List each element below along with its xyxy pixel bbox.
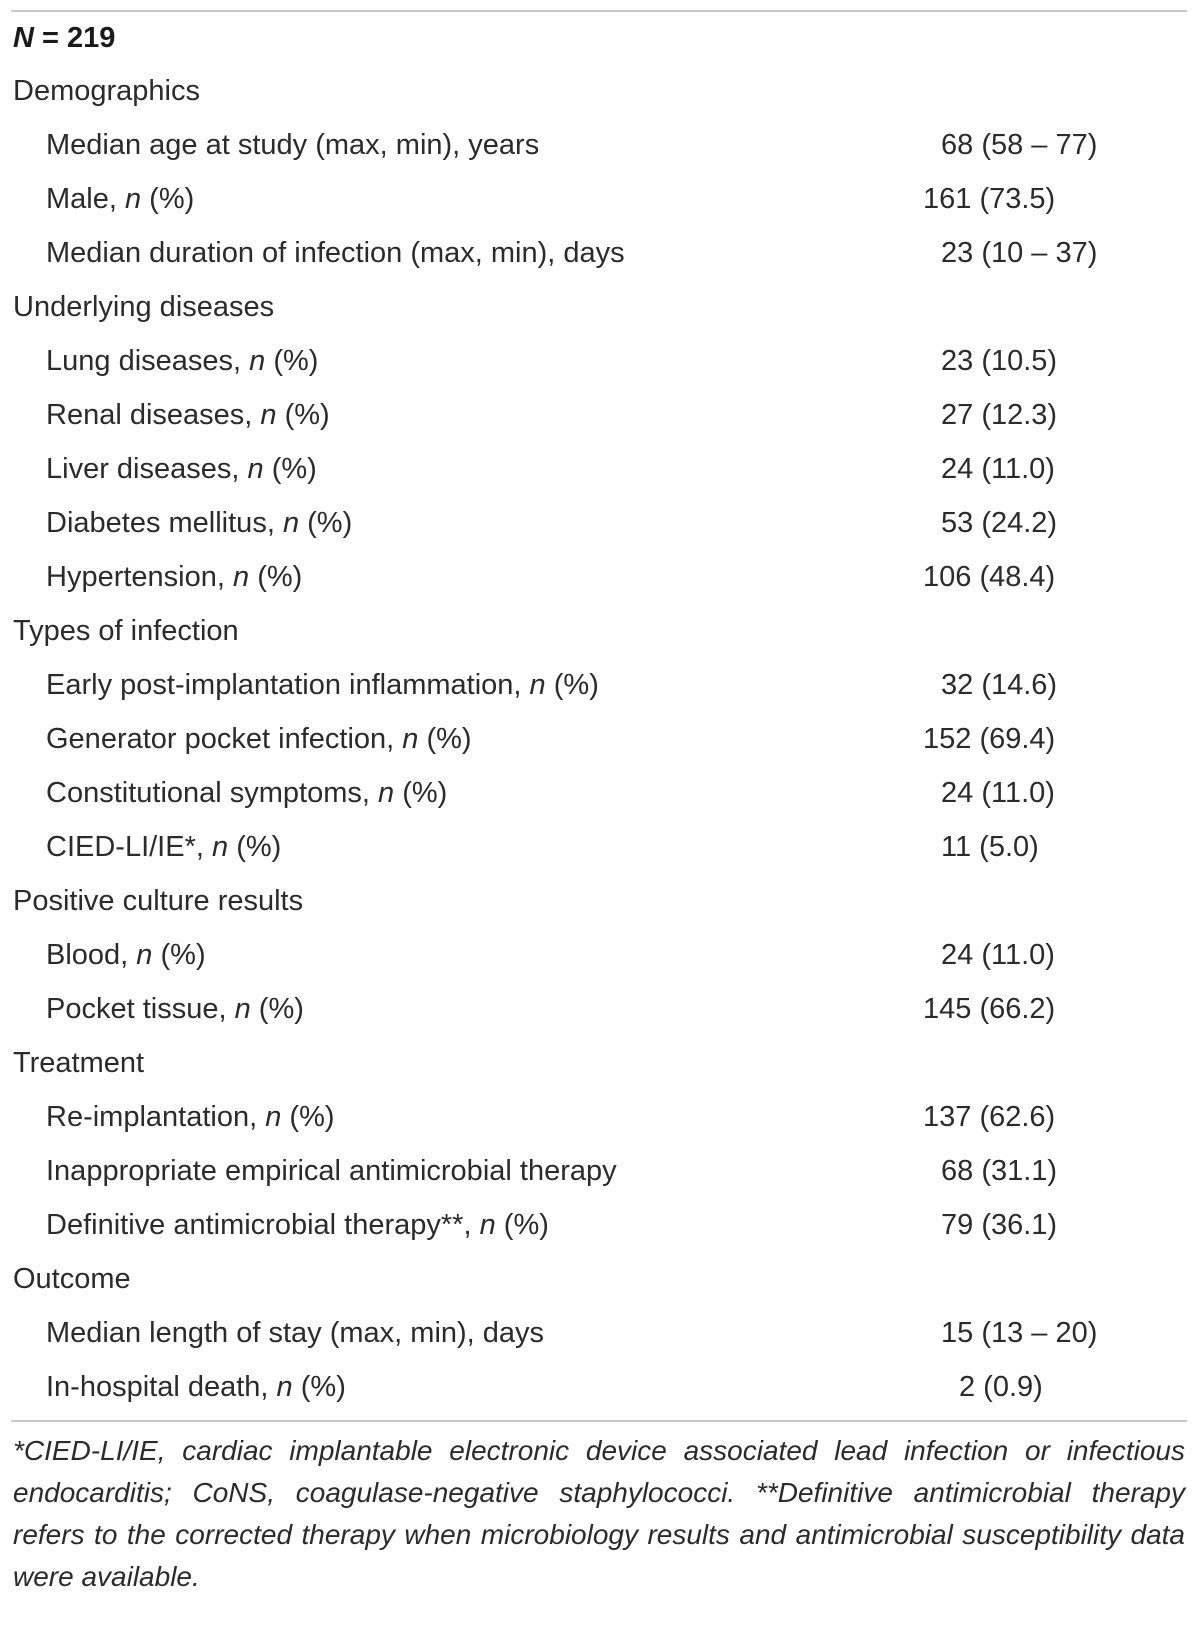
- section-heading: Demographics: [13, 75, 200, 107]
- characteristics-table: [11, 10, 1187, 1598]
- section-heading: Positive culture results: [13, 885, 304, 917]
- table-row: [11, 982, 1187, 1036]
- row-value: 23 (10.5): [941, 345, 1058, 377]
- table-footnote: [11, 1422, 1187, 1598]
- row-label: Definitive antimicrobial therapy**, n (%): [46, 1209, 549, 1241]
- row-label: Constitutional symptoms, n (%): [46, 777, 448, 809]
- table-row: [11, 550, 1187, 604]
- row-label: Liver diseases, n (%): [46, 453, 317, 485]
- table-row: [11, 1198, 1187, 1252]
- row-label: Median age at study (max, min), years: [46, 129, 540, 161]
- table-row: [11, 1090, 1187, 1144]
- row-value: 68 (31.1): [941, 1155, 1058, 1187]
- table-row: [11, 766, 1187, 820]
- table-row: [11, 118, 1187, 172]
- row-label: Generator pocket infection, n (%): [46, 723, 472, 755]
- row-value: 68 (58 – 77): [941, 129, 1098, 161]
- table-row: [11, 388, 1187, 442]
- row-value: 24 (11.0): [941, 453, 1055, 485]
- table-row: [11, 712, 1187, 766]
- row-label: Re-implantation, n (%): [46, 1101, 335, 1133]
- section-heading: Types of infection: [13, 615, 239, 647]
- row-value: 24 (11.0): [941, 939, 1055, 971]
- row-label: Early post-implantation inflammation, n (%): [46, 669, 599, 701]
- row-value: 79 (36.1): [941, 1209, 1058, 1241]
- row-label: Male, n (%): [46, 183, 195, 215]
- table-row: [11, 334, 1187, 388]
- row-value: 137 (62.6): [923, 1101, 1056, 1133]
- row-value: 2 (0.9): [959, 1371, 1043, 1403]
- row-label: Renal diseases, n (%): [46, 399, 330, 431]
- row-value: 106 (48.4): [923, 561, 1056, 593]
- footnote-text: *CIED-LI/IE, cardiac implantable electronic device associated lead infection or infectious endocarditis; CoNS, coagulase-negative staphylococci. **Definitive antimicrobial therapy refers to the corrected therapy when microbiology results and antimicrobial susceptibility data were available.: [13, 1435, 1185, 1592]
- row-label: CIED-LI/IE*, n (%): [46, 831, 282, 863]
- table-row: [11, 658, 1187, 712]
- row-label: Diabetes mellitus, n (%): [46, 507, 353, 539]
- row-label: Pocket tissue, n (%): [46, 993, 304, 1025]
- row-label: Median length of stay (max, min), days: [46, 1317, 545, 1349]
- row-label: Inappropriate empirical antimicrobial therapy: [46, 1155, 617, 1187]
- row-value: 27 (12.3): [941, 399, 1058, 431]
- row-label: Hypertension, n (%): [46, 561, 303, 593]
- sample-size-value: = 219: [33, 22, 116, 54]
- table-row: [11, 172, 1187, 226]
- section-heading: Underlying diseases: [13, 291, 275, 323]
- row-value: 152 (69.4): [923, 723, 1056, 755]
- sample-size-symbol: N: [13, 22, 34, 54]
- row-label: In-hospital death, n (%): [46, 1371, 346, 1403]
- table-row: [11, 820, 1187, 874]
- row-value: 53 (24.2): [941, 507, 1058, 539]
- row-value: 32 (14.6): [941, 669, 1058, 701]
- section-heading: Treatment: [13, 1047, 145, 1079]
- row-label: Blood, n (%): [46, 939, 206, 971]
- table-row: [11, 442, 1187, 496]
- table-header: [11, 12, 1187, 64]
- section-heading: Outcome: [13, 1263, 131, 1295]
- row-value: 15 (13 – 20): [941, 1317, 1098, 1349]
- table-body: [11, 64, 1187, 1414]
- table-row: [11, 1144, 1187, 1198]
- table-row: [11, 928, 1187, 982]
- row-value: 24 (11.0): [941, 777, 1055, 809]
- row-value: 23 (10 – 37): [941, 237, 1098, 269]
- row-value: 11 (5.0): [941, 831, 1039, 863]
- row-value: 145 (66.2): [923, 993, 1056, 1025]
- table-row: [11, 1360, 1187, 1414]
- row-label: Median duration of infection (max, min), days: [46, 237, 625, 269]
- table-row: [11, 496, 1187, 550]
- table-row: [11, 1306, 1187, 1360]
- row-label: Lung diseases, n (%): [46, 345, 319, 377]
- table-row: [11, 226, 1187, 280]
- row-value: 161 (73.5): [923, 183, 1056, 215]
